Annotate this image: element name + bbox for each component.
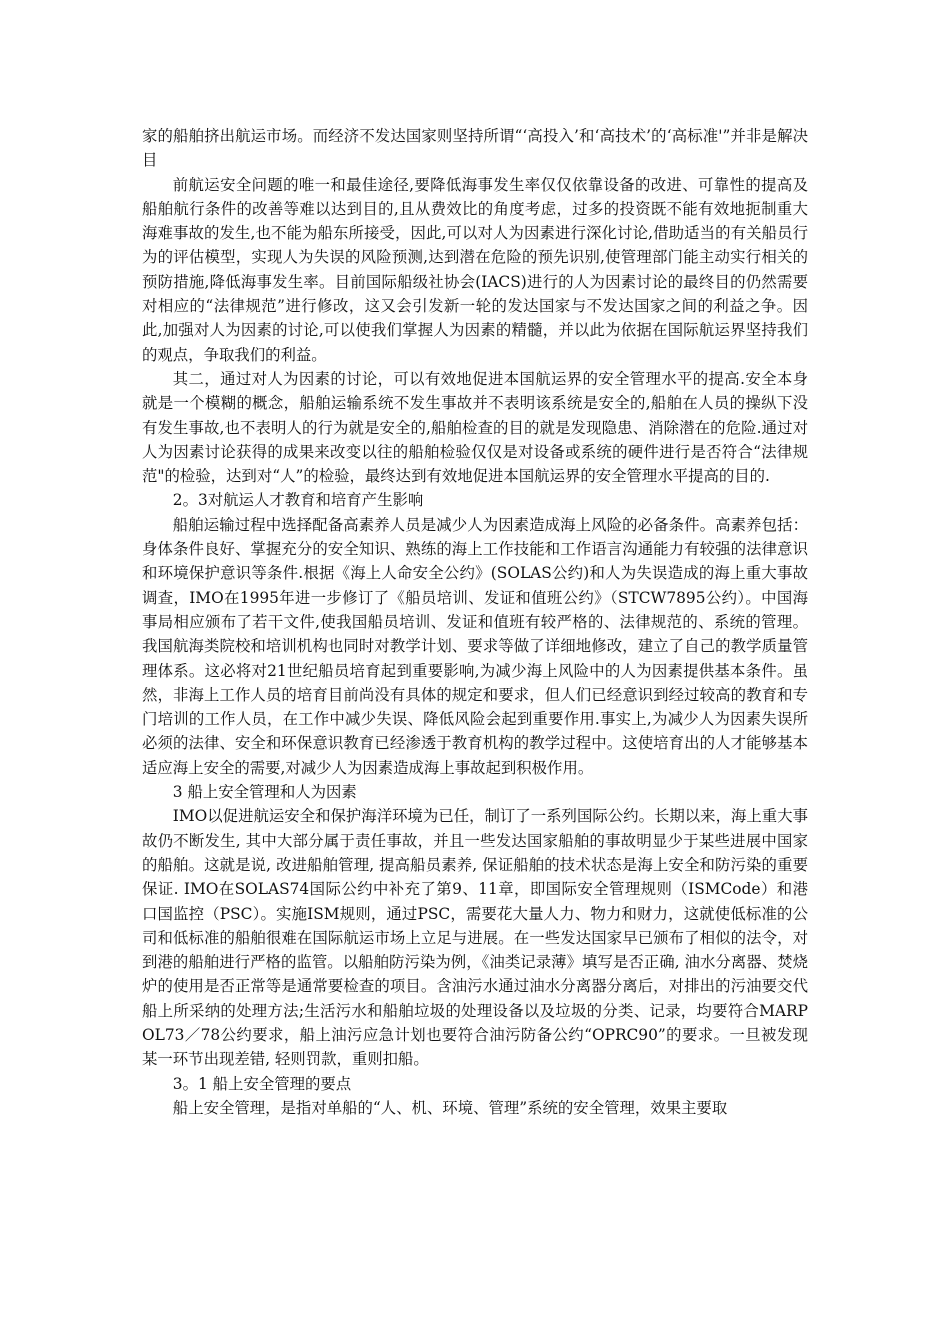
paragraph-crew-training: 船舶运输过程中选择配备高素养人员是减少人为因素造成海上风险的必备条件。高素养包括：身体条件良好、掌握充分的安全知识、熟练的海上工作技能和工作语言沟通能力有较强的法律意识和环境保护意识等条件.根据《海上人命安全公约》(SOLAS公约)和人为失误造成的海上重大事故调查，IMO在1995年进一步修订了《船员培训、发证和值班公约》（STCW7895公约）。中国海事局相应颁布了若干文件,使我国船员培训、发证和值班有较严格的、法律规范的、系统的管理。我国航海类院校和培训机构也同时对教学计划、要求等做了详细地修改，建立了自己的教学质量管理体系。这必将对21世纪船员培育起到重要影响,为减少海上风险中的人为因素提供基本条件。虽然，非海上工作人员的培育目前尚没有具体的规定和要求，但人们已经意识到经过较高的教育和专门培训的工作人员，在工作中减少失误、降低风险会起到重要作用.事实上,为减少人为因素失误所必须的法律、安全和环保意识教育已经渗透于教育机构的教学过程中。这使培育出的人才能够基本适应海上安全的需要,对减少人为因素造成海上事故起到积极作用。 [142, 515, 808, 777]
section-heading-3: 3 船上安全管理和人为因素 [172, 783, 357, 802]
section-heading-2-3: 2。3对航运人才教育和培育产生影响 [172, 491, 424, 510]
paragraph-second-point: 其二，通过对人为因素的讨论，可以有效地促进本国航运界的安全管理水平的提高.安全本身就是一个模糊的概念，船舶运输系统不发生事故并不表明该系统是安全的,船舶在人员的操纵下没有发生事故,也不表明人的行为就是安全的,船舶检查的目的就是发现隐患、消除潜在的危险.通过对人为因素讨论获得的成果来改变以往的船舶检验仅仅是对设备或系统的硬件进行是否符合“法律规范"的检验，达到对“人”的检验，最终达到有效地促进本国航运界的安全管理水平提高的目的. [142, 369, 808, 486]
section-heading-3-1: 3。1 船上安全管理的要点 [172, 1074, 352, 1093]
document-page [142, 124, 808, 1120]
paragraph-ship-safety-management: 船上安全管理，是指对单船的“人、机、环境、管理”系统的安全管理，效果主要取 [172, 1098, 728, 1117]
paragraph-continuation: 家的船舶挤出航运市场。而经济不发达国家则坚持所谓“‘高投入’和‘高技术’的‘高标准'”并非是解决目 [142, 127, 808, 170]
paragraph-safety-approach: 前航运安全问题的唯一和最佳途径,要降低海事发生率仅仅依靠设备的改进、可靠性的提高及船舶航行条件的改善等难以达到目的,且从费效比的角度考虑，过多的投资既不能有效地扼制重大海难事故的发生,也不能为船东所接受，因此,可以对人为因素进行深化讨论,借助适当的有关船员行为的评估模型，实现人为失误的风险预测,达到潜在危险的预先识别,使管理部门能主动实行相关的预防措施,降低海事发生率。目前国际船级社协会(IACS)进行的人为因素讨论的最终目的仍然需要对相应的“法律规范”进行修改，这又会引发新一轮的发达国家与不发达国家之间的利益之争。因此,加强对人为因素的讨论,可以使我们掌握人为因素的精髓，并以此为依据在国际航运界坚持我们的观点，争取我们的利益。 [142, 175, 808, 364]
paragraph-imo-conventions: IMO以促进航运安全和保护海洋环境为已任，制订了一系列国际公约。长期以来，海上重大事故仍不断发生, 其中大部分属于责任事故，并且一些发达国家船舶的事故明显少于某些进展中国家的船舶。这就是说, 改进船舶管理, 提高船员素养, 保证船舶的技术状态是海上安全和防污染的重要保证. IMO在SOLAS74国际公约中补充了第9、11章，即国际安全管理规则（ISMCode）和港口国监控（PSC）。实施ISM规则，通过PSC，需要花大量人力、物力和财力，这就使低标准的公司和低标准的船舶很难在国际航运市场上立足与进展。在一些发达国家早已颁布了相似的法令，对到港的船舶进行严格的监管。以船舶防污染为例，《油类记录薄》填写是否正确, 油水分离器、焚烧炉的使用是否正常等是通常要检查的项目。含油污水通过油水分离器分离后，对排出的污油要交代船上所采纳的处理方法;生活污水和船舶垃圾的处理设备以及垃圾的分类、记录，均要符合MARPOL73／78公约要求，船上油污应急计划也要符合油污防备公约“OPRC90”的要求。一旦被发现某一环节出现差错, 轻则罚款，重则扣船。 [142, 807, 808, 1069]
